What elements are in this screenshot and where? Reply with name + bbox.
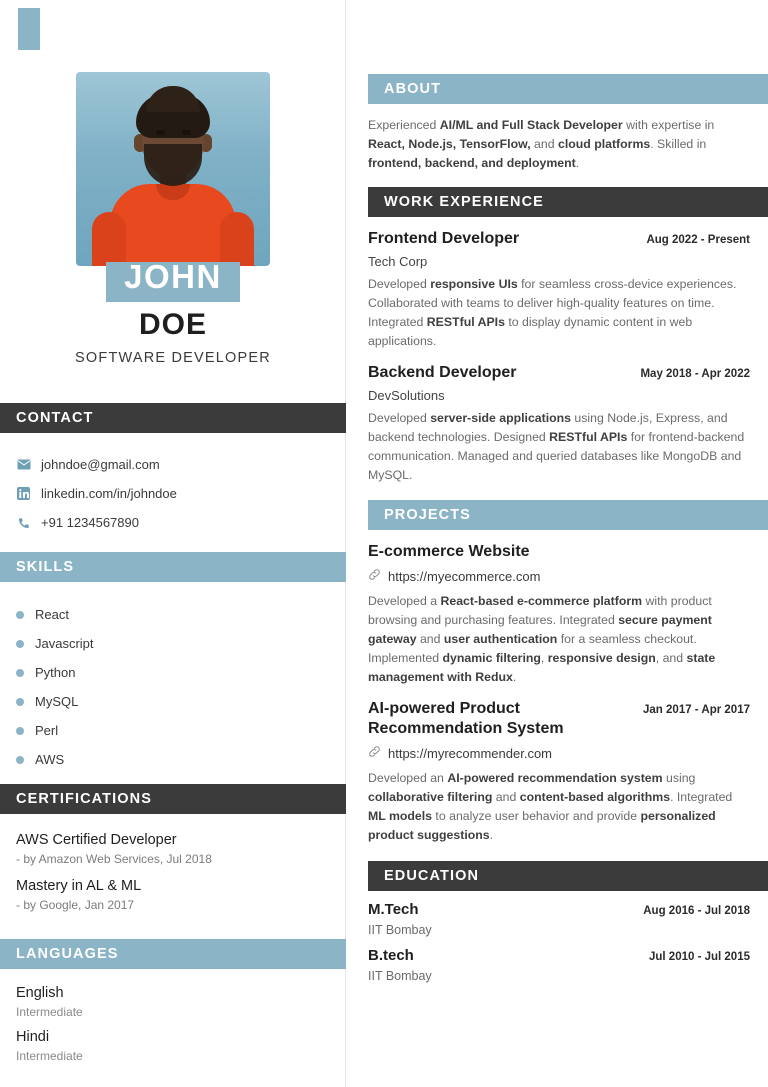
contact-item-linkedin[interactable]	[16, 479, 336, 508]
education-school: IIT Bombay	[368, 922, 432, 937]
project-link-text: https://myecommerce.com	[388, 569, 541, 585]
photo-eye-right	[182, 130, 191, 135]
language-level: Intermediate	[16, 1005, 83, 1019]
skill-item	[16, 745, 336, 774]
work-entry-title: Backend Developer	[368, 364, 517, 382]
contact-section-header: CONTACT	[0, 403, 346, 433]
linkedin-icon	[16, 487, 31, 500]
language-item	[16, 985, 336, 1019]
education-section-header: EDUCATION	[368, 861, 768, 891]
bullet-icon	[16, 640, 24, 648]
skill-item	[16, 600, 336, 629]
right-column	[368, 0, 768, 1087]
skill-item	[16, 658, 336, 687]
projects-section-header: PROJECTS	[368, 500, 768, 530]
contact-list	[16, 450, 336, 537]
project-description: Developed a React-based e-commerce platform with product browsing and purchasing features. Integrated secure payment gateway and user authentication for a seamless checkout. Implemented dynamic filtering, responsive design, and state management with Redux.	[368, 593, 716, 684]
work-entry-description: Developed server-side applications using Node.js, Express, and backend technologies. Designed RESTful APIs for frontend-backend communication. Managed and queried databases like MongoDB and MySQL.	[368, 411, 745, 483]
language-name: English	[16, 985, 64, 1001]
link-icon	[368, 568, 381, 586]
project-title: E-commerce Website	[368, 542, 530, 560]
language-level: Intermediate	[16, 1049, 83, 1063]
certification-detail: - by Google, Jan 2017	[16, 898, 135, 912]
education-entry-header	[368, 901, 768, 918]
skills-section-header: SKILLS	[0, 552, 346, 582]
photo-eye-left	[156, 130, 165, 135]
certifications-section-header: CERTIFICATIONS	[0, 784, 346, 814]
work-entry-title: Frontend Developer	[368, 230, 520, 248]
education-school: IIT Bombay	[368, 968, 432, 983]
work-entry-header	[368, 229, 768, 249]
education-entry	[368, 901, 768, 937]
bullet-icon	[16, 727, 24, 735]
languages-section-header: LANGUAGES	[0, 939, 346, 969]
project-entry-header	[368, 542, 768, 562]
about-text: Experienced AI/ML and Full Stack Developer with expertise in React, Node.js, TensorFlow, and cloud platforms. Skilled in frontend, backend, and deployment.	[368, 118, 715, 171]
link-icon	[368, 745, 381, 763]
education-degree: B.tech	[368, 946, 414, 964]
left-column	[0, 0, 346, 1087]
skill-label: AWS	[35, 752, 65, 767]
certification-item	[16, 878, 336, 912]
project-title: AI-powered Product Recommendation System	[368, 699, 564, 737]
work-entry	[368, 363, 768, 485]
education-degree: M.Tech	[368, 900, 419, 918]
education-entry	[368, 947, 768, 983]
project-entry	[368, 699, 768, 845]
photo-hair-top	[146, 86, 200, 112]
work-entry-org: Tech Corp	[368, 254, 428, 270]
certification-item	[16, 832, 336, 866]
project-link-text: https://myrecommender.com	[388, 746, 552, 762]
skill-label: React	[35, 607, 69, 622]
bullet-icon	[16, 698, 24, 706]
work-entry-date: May 2018 - Apr 2022	[640, 368, 750, 381]
languages-list	[16, 985, 336, 1073]
email-icon	[16, 458, 31, 471]
about-section-header: ABOUT	[368, 74, 768, 104]
bullet-icon	[16, 611, 24, 619]
work-entry-org: DevSolutions	[368, 388, 445, 404]
skill-label: Python	[35, 665, 76, 680]
language-item	[16, 1029, 336, 1063]
bullet-icon	[16, 669, 24, 677]
project-entry-header	[368, 699, 768, 739]
profile-photo	[76, 72, 270, 266]
skill-label: Perl	[35, 723, 59, 738]
education-entry-header	[368, 947, 768, 964]
bullet-icon	[16, 756, 24, 764]
contact-phone-text: +91 1234567890	[41, 515, 139, 530]
education-date: Jul 2010 - Jul 2015	[648, 950, 750, 963]
contact-email-text: johndoe@gmail.com	[41, 457, 160, 472]
contact-linkedin-text: linkedin.com/in/johndoe	[41, 486, 177, 501]
project-link[interactable]	[368, 745, 768, 763]
accent-tab	[18, 8, 40, 50]
work-entry-header	[368, 363, 768, 383]
contact-item-phone[interactable]	[16, 508, 336, 537]
right-top-spacer	[368, 0, 768, 74]
certification-detail: - by Amazon Web Services, Jul 2018	[16, 852, 212, 866]
work-entry	[368, 229, 768, 351]
certification-title: AWS Certified Developer	[16, 832, 177, 848]
skills-list	[16, 600, 336, 774]
photo-beard	[144, 144, 202, 186]
project-entry	[368, 542, 768, 687]
project-description: Developed an AI-powered recommendation system using collaborative filtering and content-based algorithms. Integrated ML models to analyze user behavior and provide personalized product suggestions.	[368, 770, 733, 842]
first-name: JOHN	[124, 258, 222, 295]
skill-label: Javascript	[35, 636, 94, 651]
project-link[interactable]	[368, 568, 768, 586]
work-entry-description: Developed responsive UIs for seamless cross-device experiences. Collaborated with teams to deliver high-quality features on time. Integrated RESTful APIs to display dynamic content in web applications.	[368, 277, 737, 349]
certifications-list	[16, 830, 336, 924]
skill-item	[16, 716, 336, 745]
job-role: SOFTWARE DEVELOPER	[75, 350, 271, 366]
education-date: Aug 2016 - Jul 2018	[643, 904, 750, 917]
phone-icon	[16, 516, 31, 529]
certification-title: Mastery in AL & ML	[16, 878, 142, 894]
skill-item	[16, 687, 336, 716]
last-name: DOE	[138, 308, 207, 341]
work-experience-section-header: WORK EXPERIENCE	[368, 187, 768, 217]
skill-item	[16, 629, 336, 658]
skill-label: MySQL	[35, 694, 79, 709]
contact-item-email[interactable]	[16, 450, 336, 479]
work-entry-date: Aug 2022 - Present	[646, 234, 750, 247]
project-date: Jan 2017 - Apr 2017	[643, 703, 750, 716]
language-name: Hindi	[16, 1029, 50, 1045]
